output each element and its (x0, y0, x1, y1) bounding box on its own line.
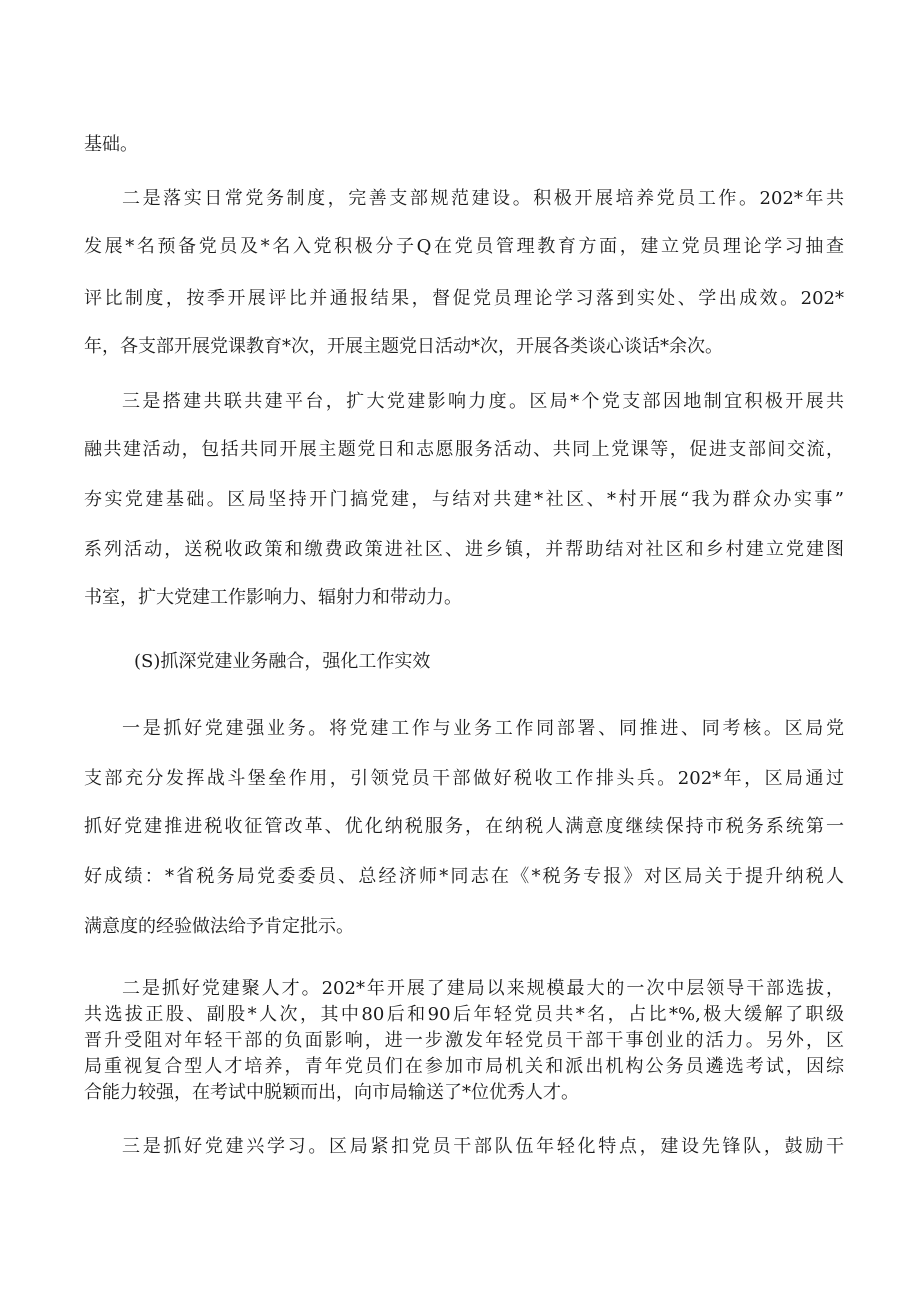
paragraph-line: 二是落实日常党务制度，完善支部规范建设。积极开展培养党员工作。202*年共 (122, 188, 844, 209)
paragraph-line: 晋升受阻对年轻干部的负面影响，进一步激发年轻党员干部干事创业的活力。另外，区 (84, 1030, 844, 1051)
paragraph-line: 一是抓好党建强业务。将党建工作与业务工作同部署、同推进、同考核。区局党 (122, 718, 844, 739)
paragraph-line: 抓好党建推进税收征管改革、优化纳税服务，在纳税人满意度继续保持市税务系统第一 (84, 816, 844, 837)
paragraph-line: 支部充分发挥战斗堡垒作用，引领党员干部做好税收工作排头兵。202*年，区局通过 (84, 768, 844, 789)
paragraph-line: 夯实党建基础。区局坚持开门搞党建，与结对共建*社区、*村开展“我为群众办实事” (84, 489, 844, 510)
paragraph-line: 三是搭建共联共建平台，扩大党建影响力度。区局*个党支部因地制宜积极开展共 (122, 391, 844, 412)
paragraph-line: 书室，扩大党建工作影响力、辐射力和带动力。 (84, 587, 462, 608)
paragraph-line: 年，各支部开展党课教育*次，开展主题党日活动*次，开展各类谈心谈话*余次。 (84, 336, 723, 357)
paragraph-line: 合能力较强，在考试中脱颖而出，向市局输送了*位优秀人才。 (84, 1082, 579, 1103)
paragraph-line: 基础。 (84, 134, 138, 155)
paragraph-line: 发展*名预备党员及*名入党积极分子Q在党员管理教育方面，建立党员理论学习抽查 (84, 236, 844, 257)
paragraph-line: 系列活动，送税收政策和缴费政策进社区、进乡镇，并帮助结对社区和乡村建立党建图 (84, 539, 844, 560)
paragraph-line: 三是抓好党建兴学习。区局紧扣党员干部队伍年轻化特点，建设先锋队，鼓励干 (122, 1136, 844, 1157)
section-heading: (S)抓深党建业务融合，强化工作实效 (134, 651, 431, 672)
paragraph-line: 局重视复合型人才培养，青年党员们在参加市局机关和派出机构公务员遴选考试，因综 (84, 1056, 844, 1077)
paragraph-line: 满意度的经验做法给予肯定批示。 (84, 916, 354, 937)
paragraph-line: 评比制度，按季开展评比并通报结果，督促党员理论学习落到实处、学出成效。202* (84, 288, 844, 309)
paragraph-line: 融共建活动，包括共同开展主题党日和志愿服务活动、共同上党课等，促进支部间交流， (84, 439, 844, 460)
paragraph-line: 二是抓好党建聚人才。202*年开展了建局以来规模最大的一次中层领导干部选拔， (122, 978, 844, 999)
paragraph-line: 好成绩：*省税务局党委委员、总经济师*同志在《*税务专报》对区局关于提升纳税人 (84, 866, 844, 887)
paragraph-line: 共选拔正股、副股*人次，其中80后和90后年轻党员共*名，占比*%,极大缓解了职级 (84, 1004, 844, 1025)
